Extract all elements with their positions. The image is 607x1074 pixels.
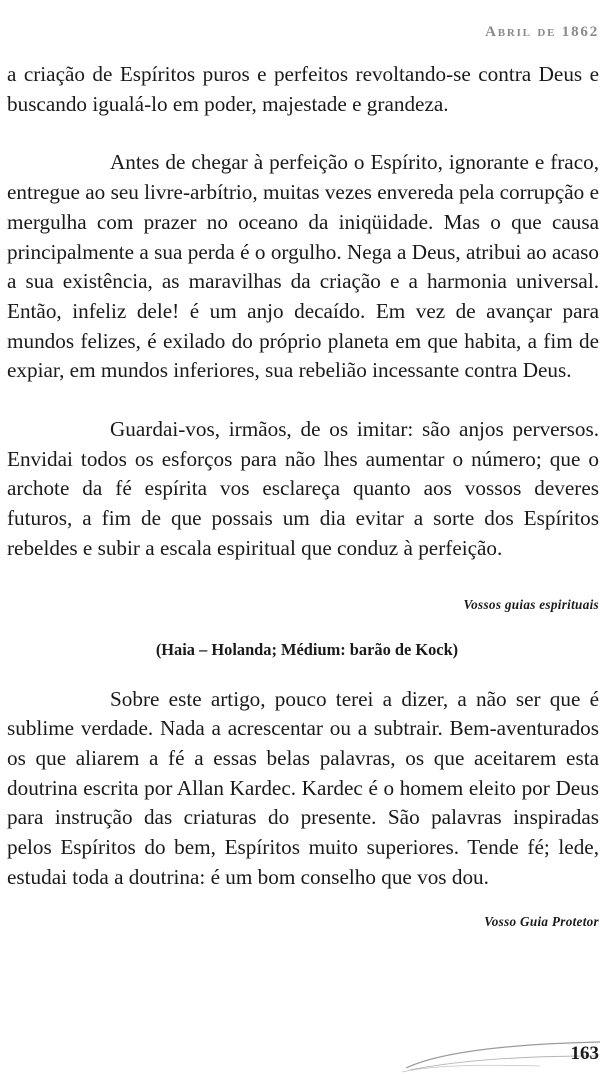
running-title: Abril de 1862	[485, 24, 599, 40]
paragraph-warning: Guardai-vos, irmãos, de os imitar: são anjos perversos. Envidai todos os esforços para não lhes aumentar o número; que o archote da fé espírita vos esclareça quanto aos vossos deveres futuros, a fim de que possais um dia evitar a sorte dos Espíritos rebeldes e subir a escala espiritual que conduz à perfeição.	[7, 417, 599, 560]
paragraph-continuation: a criação de Espíritos puros e perfeitos revoltando-se contra Deus e buscando igualá-lo em poder, majestade e grandeza.	[7, 62, 599, 116]
page-body	[7, 60, 599, 930]
page-number: 163	[570, 1043, 599, 1064]
paragraph-pride: Antes de chegar à perfeição o Espírito, ignorante e fraco, entregue ao seu livre-arbítrio, muitas vezes envereda pela corrupção e mergulha com prazer no oceano da iniqüidade. Mas o que causa principalmente a sua perda é o orgulho. Nega a Deus, atribui ao acaso a sua existência, as maravilhas da criação e a harmonia universal. Então, infeliz dele! é um anjo decaído. Em vez de avançar para mundos felizes, é exilado do próprio planeta em que habita, a fim de expiar, em mundos inferiores, sua rebelião incessante contra Deus.	[7, 150, 599, 383]
section-heading: (Haia – Holanda; Médium: barão de Kock)	[155, 639, 459, 659]
signature-spiritual-guides: Vossos guias espirituais	[463, 596, 599, 612]
paragraph-commentary: Sobre este artigo, pouco terei a dizer, a não ser que é sublime verdade. Nada a acrescentar ou a subtrair. Bem-aventurados os que aliarem a fé a essas belas palavras, os que aceitarem esta doutrina escrita por Allan Kardec. Kardec é o homem eleito por Deus para instrução das criaturas do presente. São palavras inspiradas pelos Espíritos do bem, Espíritos muito superiores. Tende fé; lede, estudai toda a doutrina: é um bom conselho que vos dou.	[7, 686, 599, 889]
signature-protector-guide: Vosso Guia Protetor	[484, 914, 599, 930]
